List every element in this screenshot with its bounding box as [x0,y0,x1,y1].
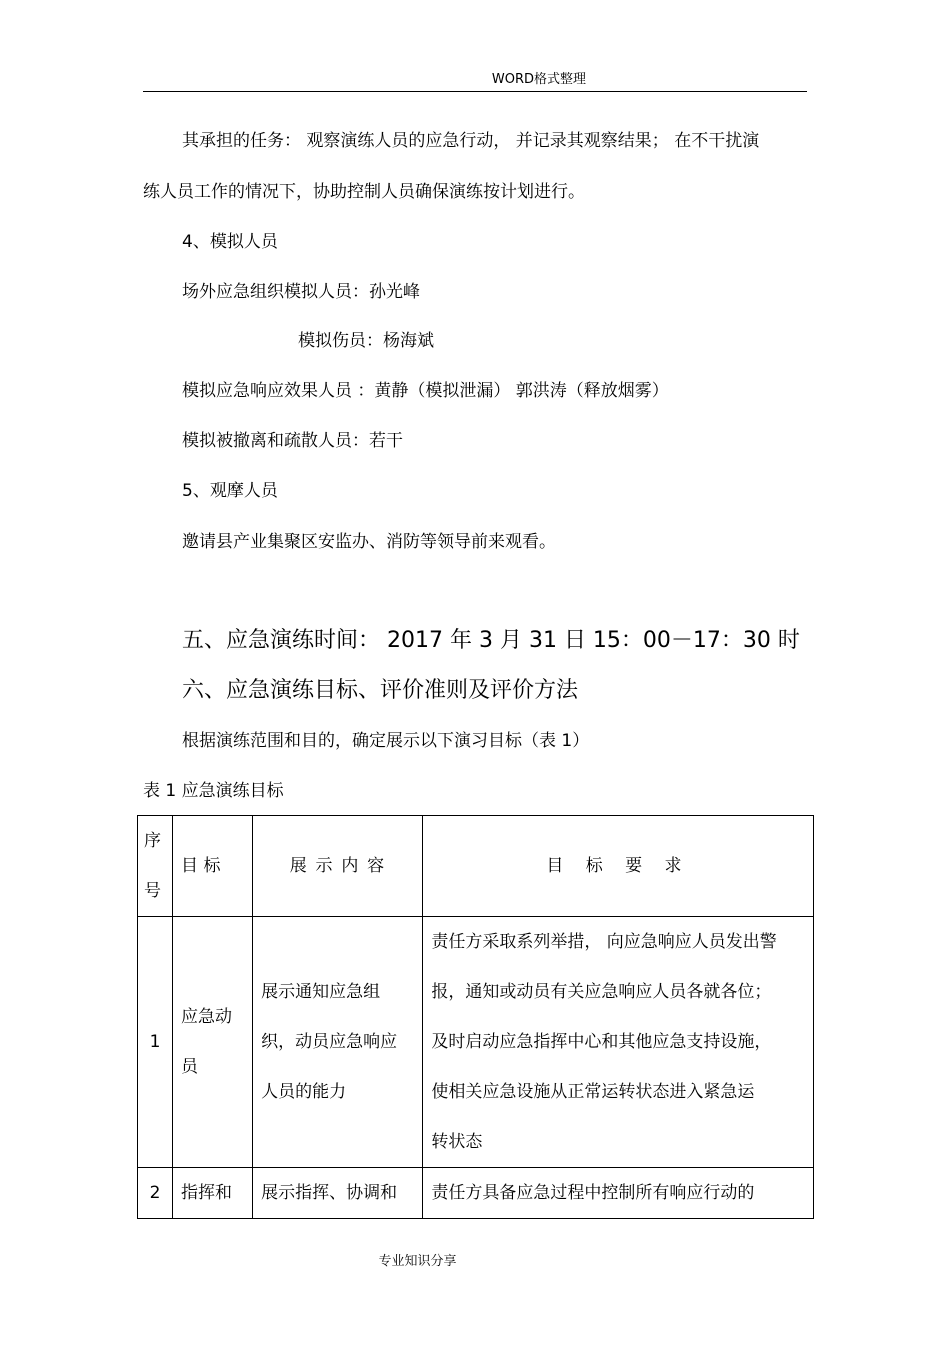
paragraph-goals-intro: 根据演练范围和目的，确定展示以下演习目标（表 1） [182,731,590,751]
row2-show [253,1168,423,1219]
table-header-row [138,816,814,917]
row2-show-line: 展示指挥、协调和 [261,1183,398,1203]
row1-seq [138,917,173,1168]
section-heading-goals: 六、应急演练目标、评价准则及评价方法 [182,678,579,703]
paragraph-task-line1: 其承担的任务： 观察演练人员的应急行动， 并记录其观察结果； 在不干扰演 [182,131,760,151]
row1-req-line: 责任方采取系列举措， 向应急响应人员发出警 [431,932,777,952]
paragraph-task-line2: 练人员工作的情况下，协助控制人员确保演练按计划进行。 [143,182,585,202]
row1-goal-line: 员 [181,1057,199,1077]
header-req-text: 目 标 要 求 [546,856,691,876]
table-row [138,1168,814,1219]
header-rule [143,91,807,92]
row1-goal [173,917,253,1168]
table-row [138,917,814,1168]
footer-text: 专业知识分享 [378,1254,457,1269]
header-req [423,816,814,917]
row1-req-line: 转状态 [431,1132,483,1152]
row1-show-line: 展示通知应急组 [261,982,381,1002]
header-show-text: 展 示 内 容 [289,856,386,876]
header-goal-text: 目 标 [181,856,221,876]
row1-show-line: 人员的能力 [261,1082,347,1102]
row1-req-line: 使相关应急设施从正常运转状态进入紧急运 [431,1082,755,1102]
row2-seq [138,1168,173,1219]
header-title: WORD格式整理 [491,72,587,87]
row1-seq-text: 1 [149,1032,161,1052]
header-seq-1: 序 [144,831,161,851]
header-seq [138,816,173,917]
row1-show-line: 织，动员应急响应 [261,1032,398,1052]
paragraph-offsite-simulator: 场外应急组织模拟人员：孙光峰 [182,282,420,302]
paragraph-evacuee-simulator: 模拟被撤离和疏散人员：若干 [182,431,403,451]
row2-goal-line: 指挥和 [181,1183,233,1203]
page-header [0,68,950,87]
section-heading-time: 五、应急演练时间： 2017 年 3 月 31 日 15：00－17：30 时 [182,628,800,653]
row1-goal-line: 应急动 [181,1007,233,1027]
page-footer [0,1250,950,1269]
row1-show [253,917,423,1168]
row2-req [423,1168,814,1219]
paragraph-invite: 邀请县产业集聚区安监办、消防等领导前来观看。 [182,532,556,552]
row2-goal [173,1168,253,1219]
paragraph-injured-simulator: 模拟伤员：杨海斌 [298,331,434,351]
table-caption: 表 1 应急演练目标 [143,781,284,801]
heading-observers: 5、观摩人员 [182,481,278,501]
row2-seq-text: 2 [149,1183,161,1203]
row1-req [423,917,814,1168]
row1-req-line: 报，通知或动员有关应急响应人员各就各位； [431,982,772,1002]
header-goal [173,816,253,917]
goals-table [137,815,814,1219]
paragraph-effect-simulator: 模拟应急响应效果人员 ：黄静（模拟泄漏） 郭洪涛（释放烟雾） [182,381,669,401]
header-show [253,816,423,917]
header-seq-2: 号 [144,881,161,901]
row2-req-line: 责任方具备应急过程中控制所有响应行动的 [431,1183,755,1203]
row1-req-line: 及时启动应急指挥中心和其他应急支持设施， [431,1032,772,1052]
heading-simulators: 4、模拟人员 [182,232,278,252]
